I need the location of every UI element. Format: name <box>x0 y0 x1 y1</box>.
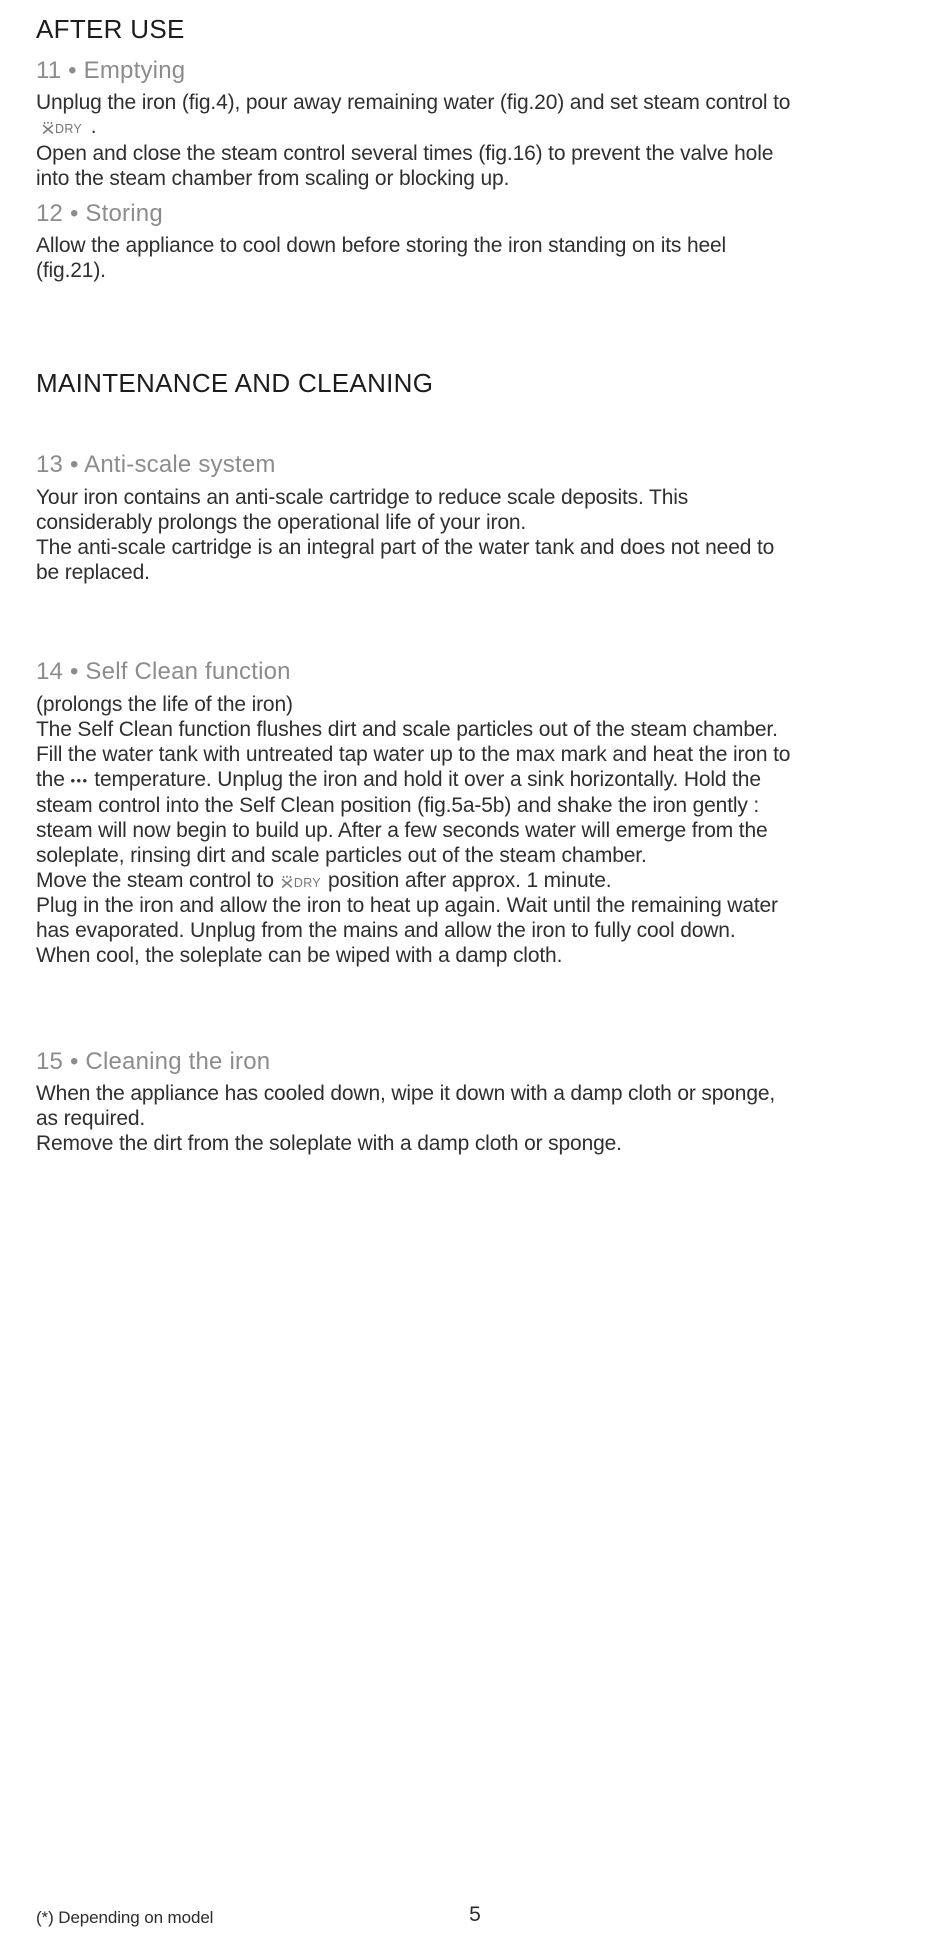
heading-maintenance: MAINTENANCE AND CLEANING <box>36 368 434 398</box>
temperature-dots-icon: ••• <box>70 773 89 788</box>
section-title-cleaning: 15 • Cleaning the iron <box>36 1048 271 1075</box>
line-text: the <box>36 768 71 791</box>
paragraph-line: Fill the water tank with untreated tap water up to the max mark and heat the iron to <box>36 743 791 766</box>
section-subtitle: (prolongs the life of the iron) <box>36 693 293 716</box>
dry-setting-icon <box>281 876 294 890</box>
paragraph <box>36 717 790 868</box>
paragraph-line: (fig.21). <box>36 259 106 282</box>
paragraph-line: Plug in the iron and allow the iron to heat up again. Wait until the remaining water <box>36 894 778 917</box>
paragraph-line: into the steam chamber from scaling or blocking up. <box>36 167 510 190</box>
paragraph-line: steam will now begin to build up. After a few seconds water will emerge from the <box>36 819 768 842</box>
paragraph-line: be replaced. <box>36 561 150 584</box>
line-text: Move the steam control to <box>36 869 274 892</box>
move-steam-control-line <box>36 868 611 896</box>
paragraph-line: has evaporated. Unplug from the mains and allow the iron to fully cool down. <box>36 919 736 942</box>
paragraph-line: Open and close the steam control several times (fig.16) to prevent the valve hole <box>36 142 774 165</box>
dry-setting-icon <box>42 122 55 136</box>
dry-setting-label: DRY <box>293 876 321 890</box>
section-title-emptying: 11 • Emptying <box>36 57 186 84</box>
dry-setting-indicator <box>42 117 82 142</box>
page-number: 5 <box>469 1903 481 1926</box>
line-text: position after approx. 1 minute. <box>327 869 612 892</box>
paragraph-line: Allow the appliance to cool down before storing the iron standing on its heel <box>36 234 727 257</box>
paragraph-line: considerably prolongs the operational life of your iron. <box>36 511 527 534</box>
paragraph-line: Remove the dirt from the soleplate with a damp cloth or sponge. <box>36 1132 622 1155</box>
paragraph <box>36 1081 775 1156</box>
dry-setting-label: DRY <box>55 122 83 136</box>
paragraph-line: Your iron contains an anti-scale cartridge to reduce scale deposits. This <box>36 486 689 509</box>
paragraph-line: The anti-scale cartridge is an integral part of the water tank and does not need to <box>36 536 775 559</box>
heading-after-use: AFTER USE <box>36 14 185 44</box>
dry-setting-line <box>42 114 96 142</box>
paragraph-line-with-dots <box>36 767 790 793</box>
paragraph-line: soleplate, rinsing dirt and scale particles out of the steam chamber. <box>36 844 647 867</box>
paragraph-line: steam control into the Self Clean position (fig.5a-5b) and shake the iron gently : <box>36 794 760 817</box>
paragraph <box>36 141 773 191</box>
section-title-storing: 12 • Storing <box>36 200 163 227</box>
footer-note: (*) Depending on model <box>36 1908 214 1927</box>
paragraph <box>36 233 726 283</box>
paragraph-line: Unplug the iron (fig.4), pour away remaining water (fig.20) and set steam control to <box>36 91 791 114</box>
section-title-anti-scale: 13 • Anti-scale system <box>36 451 276 478</box>
section-title-self-clean: 14 • Self Clean function <box>36 658 291 685</box>
paragraph-line: The Self Clean function flushes dirt and scale particles out of the steam chamber. <box>36 718 778 741</box>
paragraph-line: as required. <box>36 1107 146 1130</box>
line-text: temperature. Unplug the iron and hold it over a sink horizontally. Hold the <box>88 768 761 791</box>
paragraph-line: When the appliance has cooled down, wipe it down with a damp cloth or sponge, <box>36 1082 776 1105</box>
paragraph-line: When cool, the soleplate can be wiped with a damp cloth. <box>36 944 563 967</box>
paragraph <box>36 485 774 585</box>
paragraph <box>36 893 778 968</box>
dry-setting-suffix: . <box>90 115 97 138</box>
